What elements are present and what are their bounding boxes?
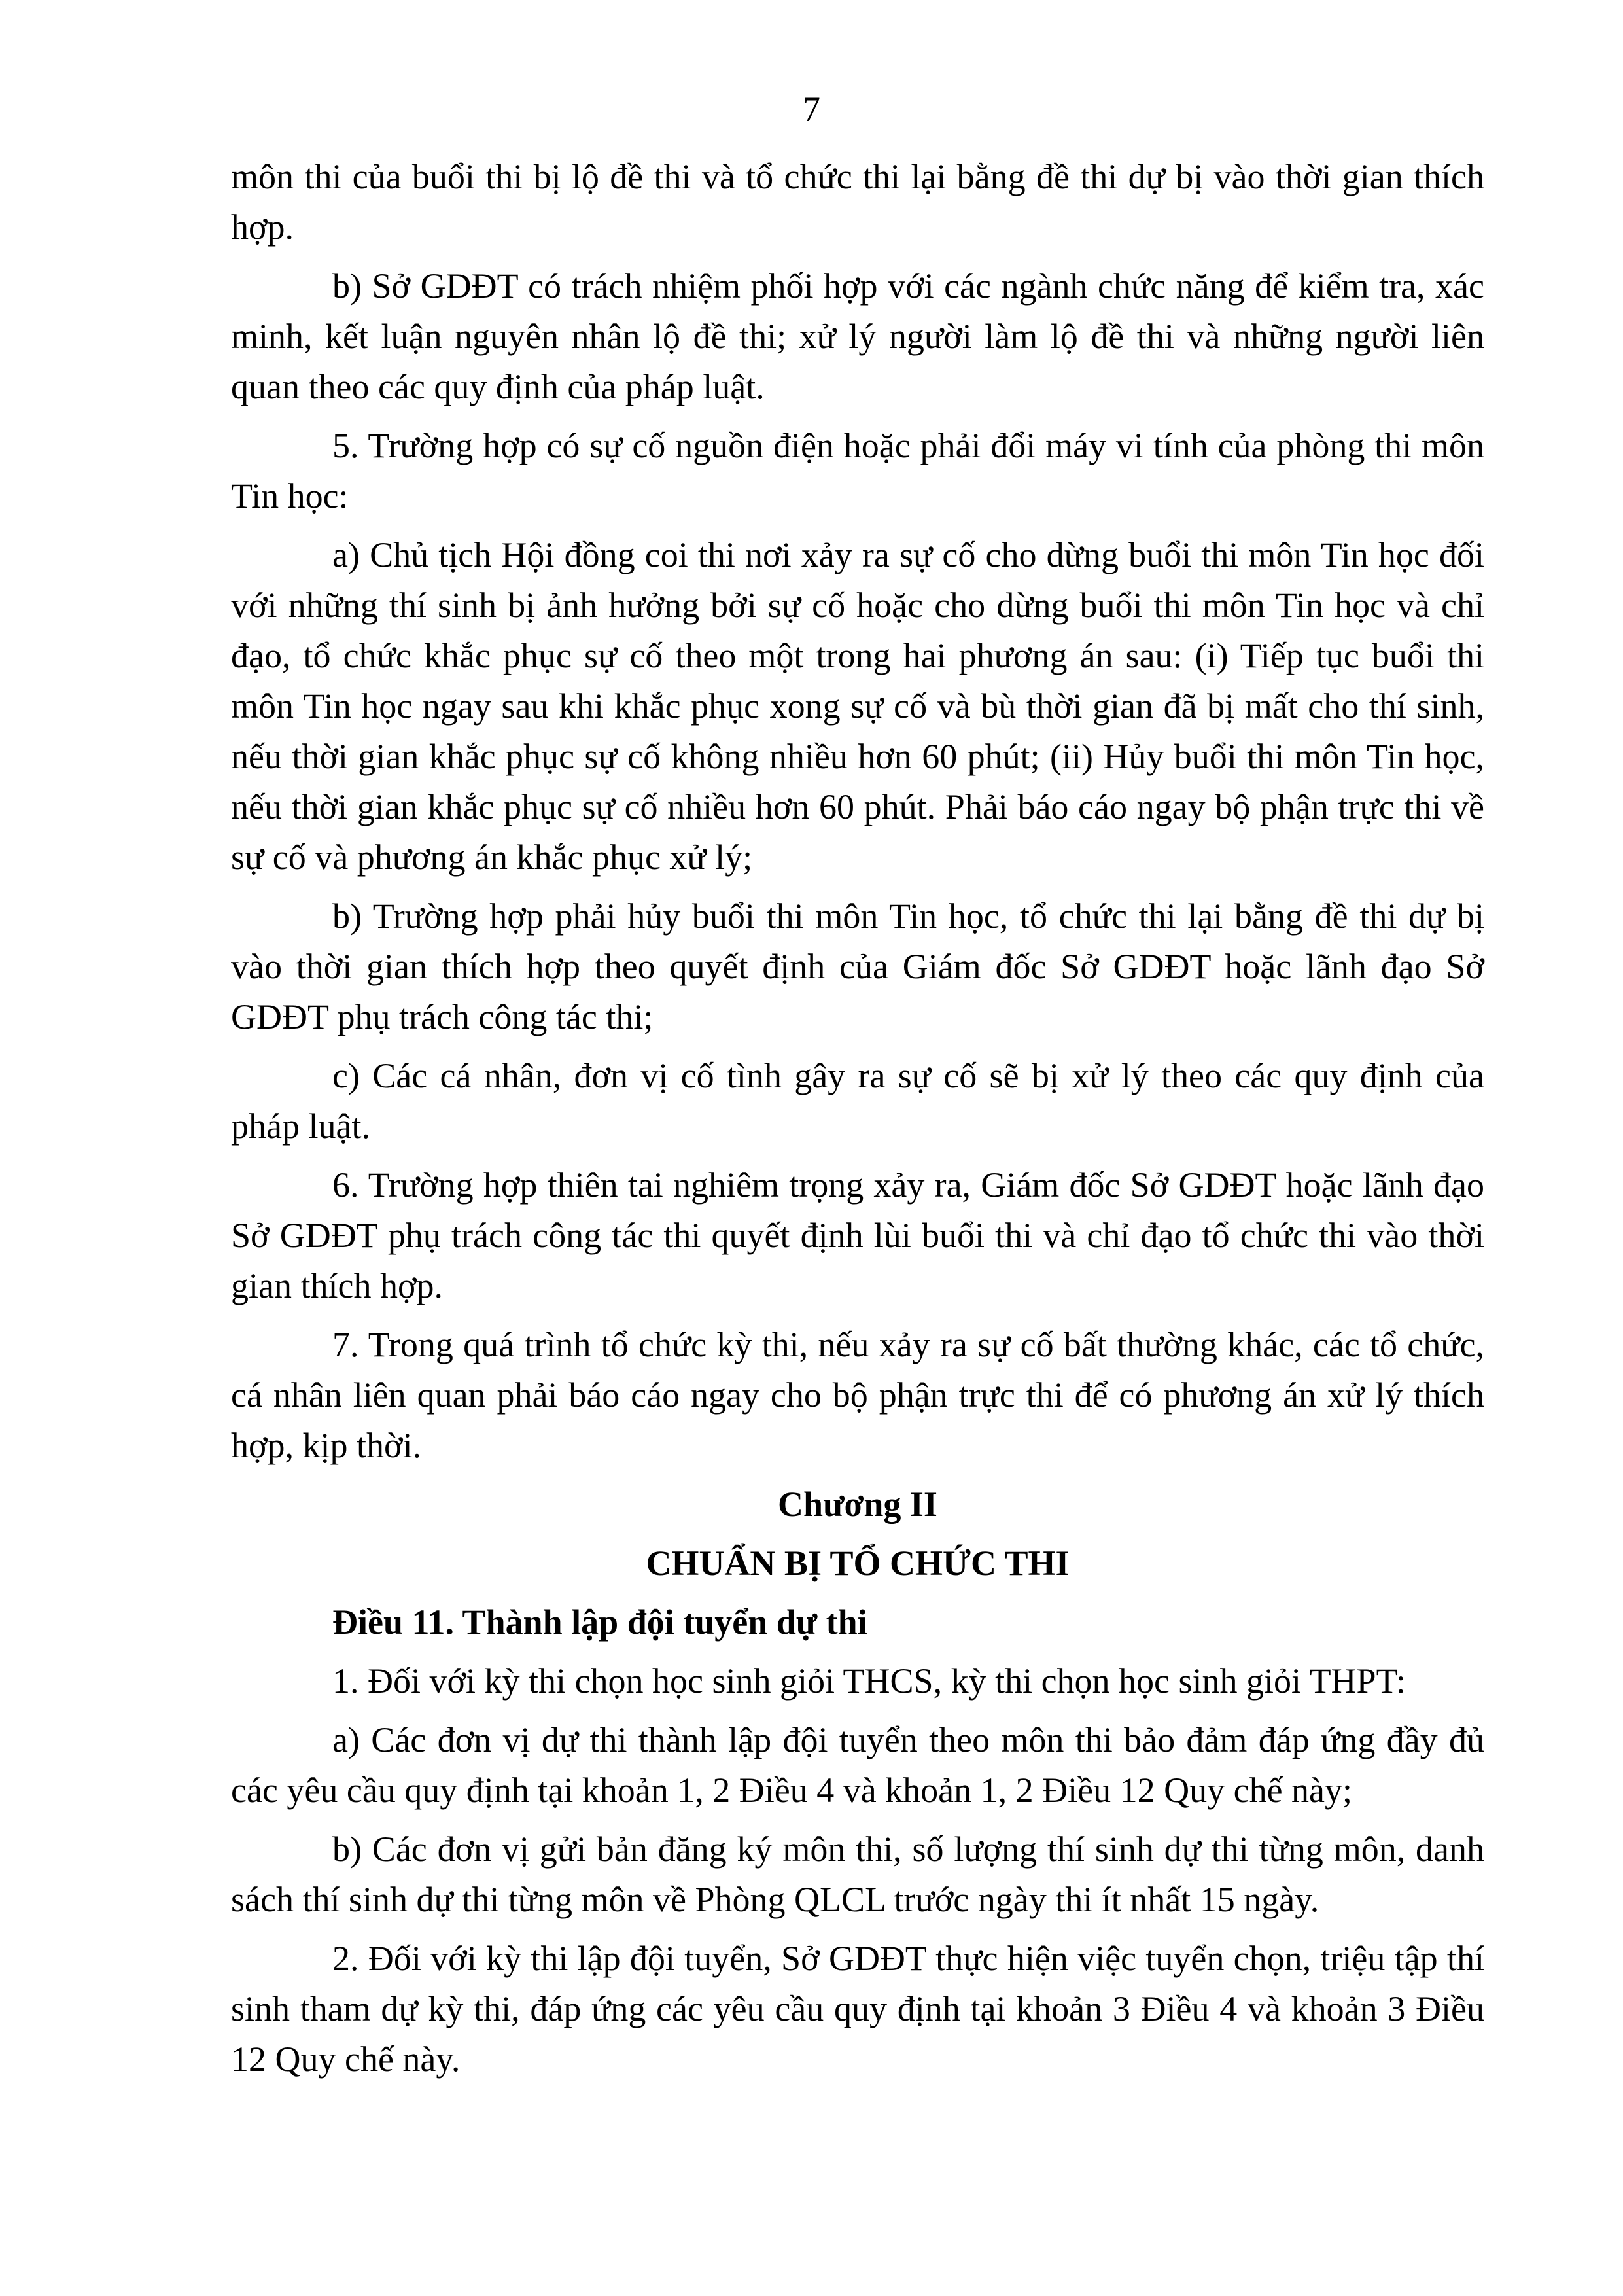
page-number: 7 — [803, 90, 820, 129]
paragraph-continuation: môn thi của buổi thi bị lộ đề thi và tổ chức thi lại bằng đề thi dự bị vào thời gian thích hợp. — [231, 157, 1484, 247]
paragraph-5: 5. Trường hợp có sự cố nguồn điện hoặc phải đổi máy vi tính của phòng thi môn Tin học: — [231, 426, 1484, 516]
paragraph-4b: b) Sở GDĐT có trách nhiệm phối hợp với các ngành chức năng để kiểm tra, xác minh, kết luận nguyên nhân lộ đề thi; xử lý người làm lộ đề thi và những người liên quan theo các quy định của pháp luật. — [231, 266, 1484, 406]
paragraph-5c: c) Các cá nhân, đơn vị cố tình gây ra sự cố sẽ bị xử lý theo các quy định của pháp luật. — [231, 1056, 1484, 1146]
paragraph-5b: b) Trường hợp phải hủy buổi thi môn Tin học, tổ chức thi lại bằng đề thi dự bị vào thời gian thích hợp theo quyết định của Giám đốc Sở GDĐT hoặc lãnh đạo Sở GDĐT phụ trách công tác thi; — [231, 896, 1484, 1036]
article-paragraph-1a: a) Các đơn vị dự thi thành lập đội tuyển theo môn thi bảo đảm đáp ứng đầy đủ các yêu cầu quy định tại khoản 1, 2 Điều 4 và khoản 1, 2 Điều 12 Quy chế này; — [231, 1720, 1484, 1810]
article-paragraph-2: 2. Đối với kỳ thi lập đội tuyển, Sở GDĐT thực hiện việc tuyển chọn, triệu tập thí sinh tham dự kỳ thi, đáp ứng các yêu cầu quy định tại khoản 3 Điều 4 và khoản 3 Điều 12 Quy chế này. — [231, 1939, 1484, 2079]
chapter-label: Chương II — [778, 1485, 937, 1524]
article-heading: Điều 11. Thành lập đội tuyển dự thi — [332, 1602, 867, 1642]
article-paragraph-1b: b) Các đơn vị gửi bản đăng ký môn thi, số lượng thí sinh dự thi từng môn, danh sách thí sinh dự thi từng môn về Phòng QLCL trước ngày thi ít nhất 15 ngày. — [231, 1829, 1484, 1919]
article-paragraph-1: 1. Đối với kỳ thi chọn học sinh giỏi THCS, kỳ thi chọn học sinh giỏi THPT: — [332, 1661, 1406, 1701]
document-body — [231, 152, 1484, 2093]
paragraph-7: 7. Trong quá trình tổ chức kỳ thi, nếu xảy ra sự cố bất thường khác, các tổ chức, cá nhân liên quan phải báo cáo ngay cho bộ phận trực thi để có phương án xử lý thích hợp, kịp thời. — [231, 1325, 1484, 1465]
paragraph-5a: a) Chủ tịch Hội đồng coi thi nơi xảy ra sự cố cho dừng buổi thi môn Tin học đối với những thí sinh bị ảnh hưởng bởi sự cố hoặc cho dừng buổi thi môn Tin học và chỉ đạo, tổ chức khắc phục sự cố theo một trong hai phương án sau: (i) Tiếp tục buổi thi môn Tin học ngay sau khi khắc phục xong sự cố và bù thời gian đã bị mất cho thí sinh, nếu thời gian khắc phục sự cố không nhiều hơn 60 phút; (ii) Hủy buổi thi môn Tin học, nếu thời gian khắc phục sự cố nhiều hơn 60 phút. Phải báo cáo ngay bộ phận trực thi về sự cố và phương án khắc phục xử lý; — [231, 535, 1484, 877]
chapter-title: CHUẨN BỊ TỔ CHỨC THI — [646, 1544, 1070, 1583]
paragraph-6: 6. Trường hợp thiên tai nghiêm trọng xảy ra, Giám đốc Sở GDĐT hoặc lãnh đạo Sở GDĐT phụ trách công tác thi quyết định lùi buổi thi và chỉ đạo tổ chức thi vào thời gian thích hợp. — [231, 1165, 1484, 1305]
